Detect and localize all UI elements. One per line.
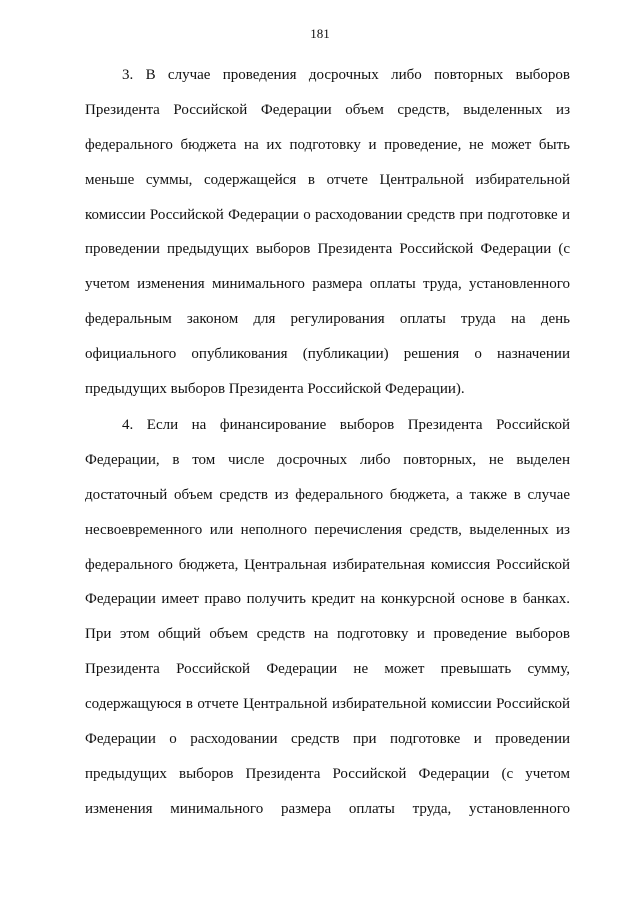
paragraph-line: Президента Российской Федерации не может превышать сумму, — [85, 661, 570, 678]
paragraph-line: При этом общий объем средств на подготовку и проведение выборов — [85, 626, 570, 643]
paragraph-line: проведении предыдущих выборов Президента Российской Федерации (с — [85, 241, 570, 258]
paragraph-line: 3. В случае проведения досрочных либо повторных выборов — [122, 67, 570, 83]
paragraph-line: 4. Если на финансирование выборов Президента Российской — [122, 417, 570, 433]
paragraph-line: предыдущих выборов Президента Российской Федерации). — [85, 381, 465, 398]
paragraph-line: Федерации имеет право получить кредит на конкурсной основе в банках. — [85, 591, 570, 608]
paragraph-line: комиссии Российской Федерации о расходовании средств при подготовке и — [85, 206, 570, 223]
paragraph-line: Президента Российской Федерации объем средств, выделенных из — [85, 101, 570, 118]
paragraph-line: официального опубликования (публикации) решения о назначении — [85, 346, 570, 363]
paragraph-line: учетом изменения минимального размера оплаты труда, установленного — [85, 276, 570, 293]
paragraph-line: меньше суммы, содержащейся в отчете Центральной избирательной — [85, 171, 570, 188]
paragraph-line: федерального бюджета на их подготовку и проведение, не может быть — [85, 136, 570, 153]
paragraph-line: достаточный объем средств из федерального бюджета, а также в случае — [85, 486, 570, 503]
paragraph-line: федерального бюджета, Центральная избирательная комиссия Российской — [85, 556, 570, 573]
page-number: 181 — [310, 26, 330, 41]
paragraph-line: Федерации о расходовании средств при подготовке и проведении — [85, 731, 570, 748]
paragraph-line: изменения минимального размера оплаты труда, установленного — [85, 800, 570, 817]
paragraph-line: федеральным законом для регулирования оплаты труда на день — [85, 311, 570, 328]
paragraph-line: предыдущих выборов Президента Российской Федерации (с учетом — [85, 765, 570, 782]
paragraph-line: содержащуюся в отчете Центральной избирательной комиссии Российской — [85, 696, 570, 713]
paragraph-line: несвоевременного или неполного перечисления средств, выделенных из — [85, 521, 570, 538]
paragraph-4 — [85, 418, 570, 837]
paragraph-3 — [85, 68, 570, 417]
paragraph-line: Федерации, в том числе досрочных либо повторных, не выделен — [85, 451, 570, 468]
